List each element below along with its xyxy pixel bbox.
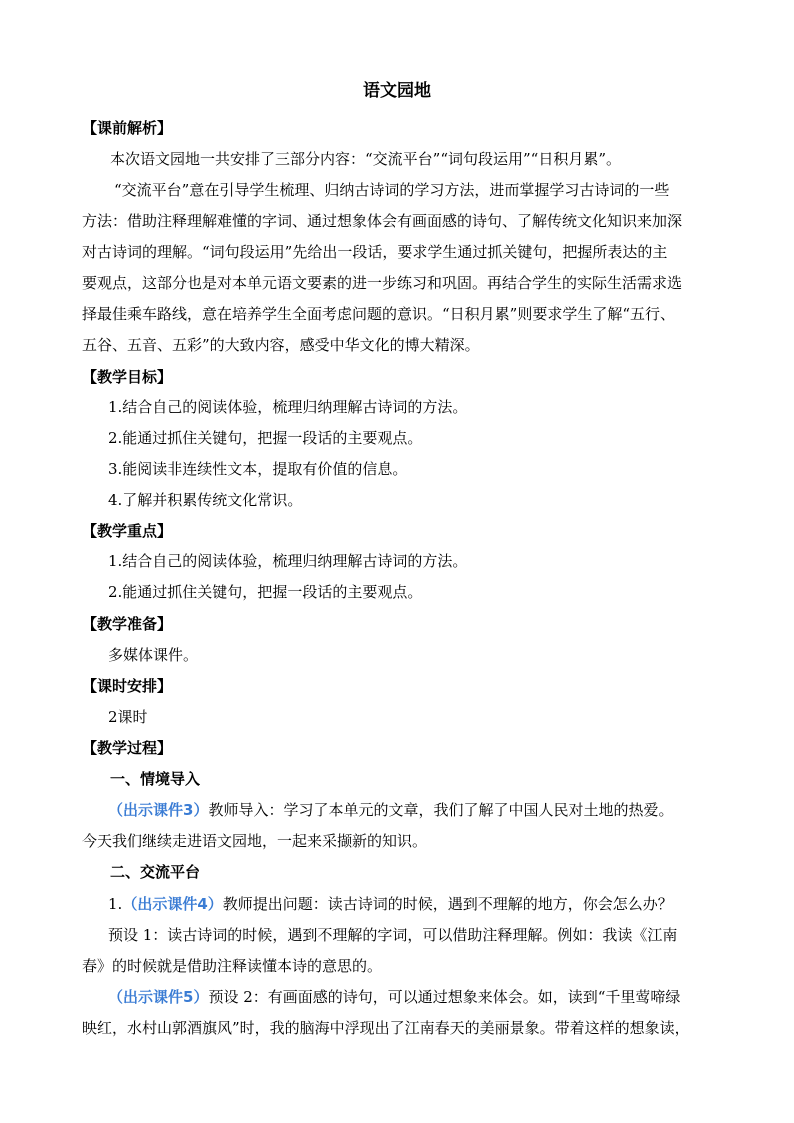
preset-2-line-2: 映红，水村山郭酒旗风”时，我的脑海中浮现出了江南春天的美丽景象。带着这样的想象读， xyxy=(82,1019,690,1037)
goal-item: 3.能阅读非连续性文本，提取有价值的信息。 xyxy=(108,460,408,478)
goal-item: 1.结合自己的阅读体验，梳理归纳理解古诗词的方法。 xyxy=(108,398,468,416)
heading-goals: 【教学目标】 xyxy=(82,368,173,386)
page-title: 语文园地 xyxy=(363,81,431,101)
schedule-text: 2课时 xyxy=(108,708,148,726)
heading-focus: 【教学重点】 xyxy=(82,522,173,540)
intro-text: 教师导入：学习了本单元的文章，我们了解了中国人民对土地的热爱。 xyxy=(208,801,674,819)
intro-line-2: 今天我们继续走进语文园地，一起来采撷新的知识。 xyxy=(82,832,428,850)
goal-item: 4.了解并积累传统文化常识。 xyxy=(108,491,303,509)
step-1-heading: 一、情境导入 xyxy=(110,770,201,788)
heading-process: 【教学过程】 xyxy=(82,739,173,757)
preset-2-line-1 xyxy=(108,987,680,1007)
focus-item: 1.结合自己的阅读体验，梳理归纳理解古诗词的方法。 xyxy=(108,552,468,570)
analysis-line-2: 方法：借助注释理解难懂的字词、通过想象体会有画面感的诗句、了解传统文化知识来加深 xyxy=(82,212,683,230)
question-number: 1. xyxy=(108,895,123,913)
analysis-line-1: “交流平台”意在引导学生梳理、归纳古诗词的学习方法，进而掌握学习古诗词的一些 xyxy=(114,181,670,199)
question-text: 教师提出问题：读古诗词的时候，遇到不理解的地方，你会怎么办？ xyxy=(222,895,673,913)
analysis-line-3: 对古诗词的理解。“词句段运用”先给出一段话，要求学生通过抓关键句，把握所表达的主 xyxy=(82,243,668,261)
intro-line-1 xyxy=(108,800,673,820)
analysis-paragraph-1: 本次语文园地一共安排了三部分内容：“交流平台”“词句段运用”“日积月累”。 xyxy=(110,150,622,168)
heading-schedule: 【课时安排】 xyxy=(82,677,173,695)
preset-1-line-2: 春》的时候就是借助注释读懂本诗的意思的。 xyxy=(82,957,383,975)
question-line xyxy=(108,894,673,914)
prep-text: 多媒体课件。 xyxy=(108,646,199,664)
analysis-line-4: 要观点，这部分也是对本单元语文要素的进一步练习和巩固。再结合学生的实际生活需求选 xyxy=(82,274,683,292)
heading-prep: 【教学准备】 xyxy=(82,615,173,633)
analysis-line-5: 择最佳乘车路线，意在培养学生全面考虑问题的意识。“日积月累”则要求学生了解“五行、 xyxy=(82,305,676,323)
goal-item: 2.能通过抓住关键句，把握一段话的主要观点。 xyxy=(108,429,423,447)
courseware-tag: （出示课件3） xyxy=(108,801,209,819)
preset-1-line-1: 预设 1：读古诗词的时候，遇到不理解的字词，可以借助注释理解。例如：我读《江南 xyxy=(108,926,678,944)
preset-2-text: 预设 2：有画面感的诗句，可以通过想象来体会。如，读到“千里莺啼绿 xyxy=(208,988,681,1006)
analysis-line-6: 五谷、五音、五彩”的大致内容，感受中华文化的博大精深。 xyxy=(82,336,480,354)
heading-analysis: 【课前解析】 xyxy=(82,119,173,137)
step-2-heading: 二、交流平台 xyxy=(110,863,201,881)
focus-item: 2.能通过抓住关键句，把握一段话的主要观点。 xyxy=(108,583,423,601)
courseware-tag: （出示课件4） xyxy=(122,895,223,913)
courseware-tag: （出示课件5） xyxy=(108,988,209,1006)
